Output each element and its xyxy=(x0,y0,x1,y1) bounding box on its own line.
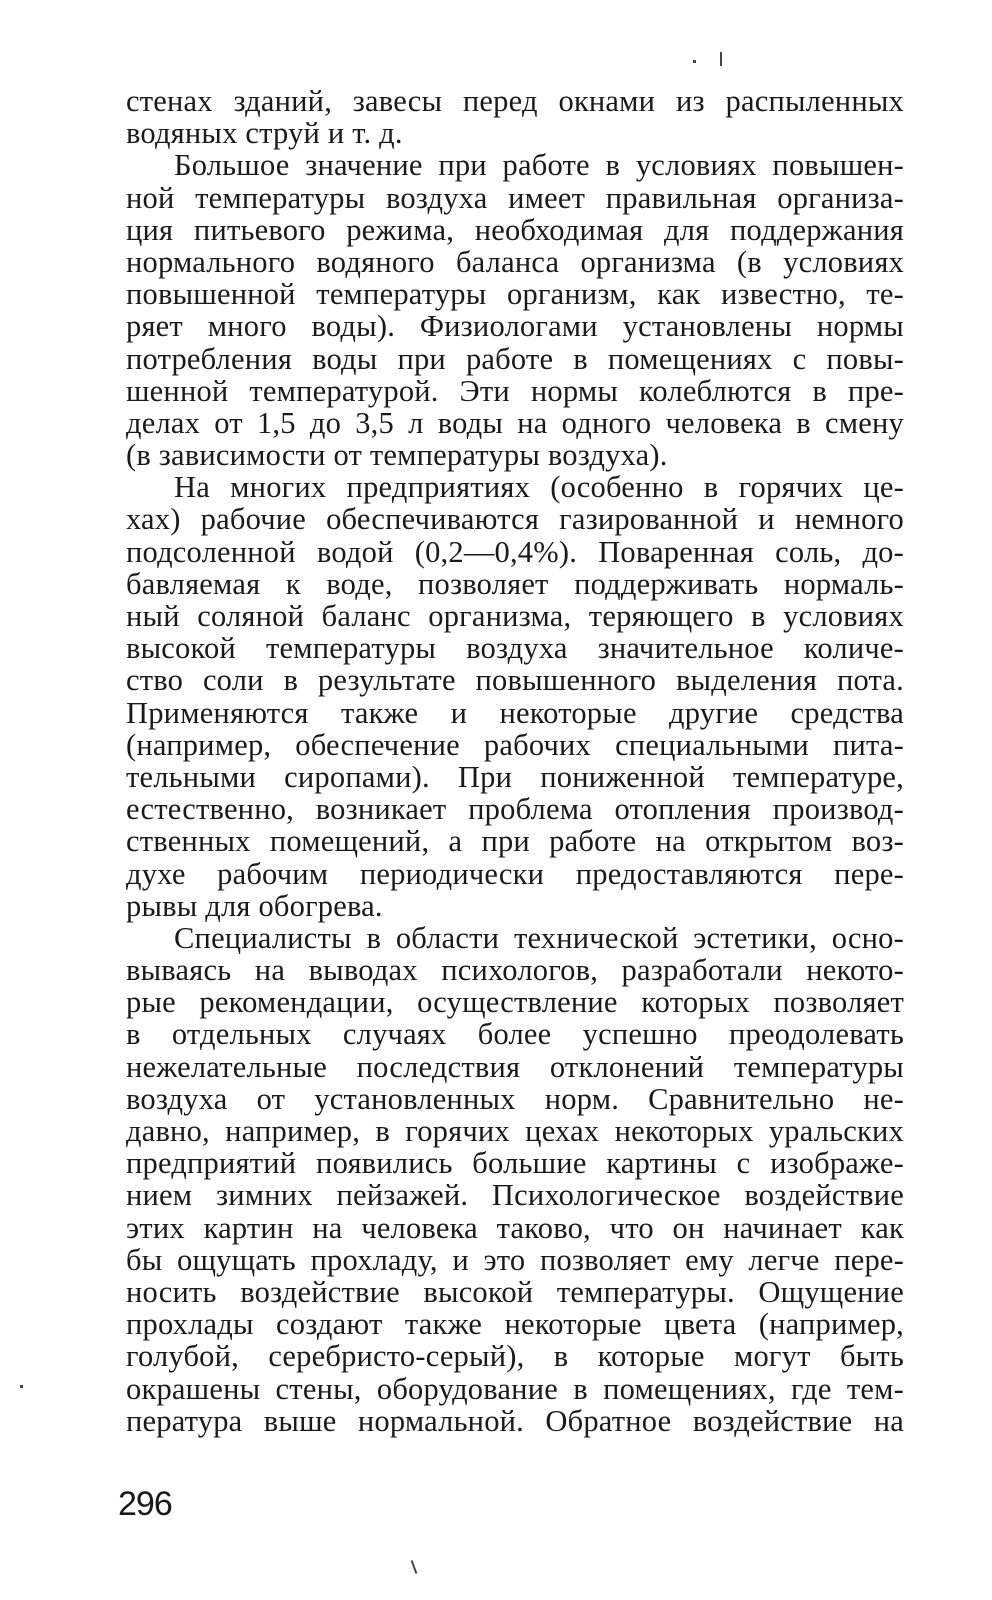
text-line: воздуха от установленных норм. Сравнительно не- xyxy=(126,1081,904,1116)
text-line: ственных помещений, а при работе на открытом воз- xyxy=(126,824,904,859)
text-line: подсоленной водой (0,2—0,4%). Поваренная соль, до- xyxy=(126,534,904,569)
text-line: ной температуры воздуха имеет правильная организа- xyxy=(126,180,904,215)
text-line: предприятий появились большие картины с изображе- xyxy=(126,1146,904,1181)
text-line: прохлады создают также некоторые цвета (например, xyxy=(126,1307,904,1342)
text-line: окрашены стены, оборудование в помещениях, где тем- xyxy=(126,1371,904,1406)
text-line: рывы для обогрева. xyxy=(126,888,383,923)
text-line: естественно, возникает проблема отопления производ- xyxy=(126,792,904,827)
text-line: пература выше нормальной. Обратное воздействие на xyxy=(126,1403,904,1438)
body-text xyxy=(126,85,904,1437)
text-line: голубой, серебристо-серый), в которые могут быть xyxy=(126,1339,904,1374)
text-line: высокой температуры воздуха значительное количе- xyxy=(126,631,904,666)
text-line: этих картин на человека таково, что он начинает как xyxy=(126,1210,904,1245)
text-line: давно, например, в горячих цехах некоторых уральских xyxy=(126,1114,904,1148)
text-line: в отдельных случаях более успешно преодолевать xyxy=(126,1017,904,1052)
text-line: бы ощущать прохладу, и это позволяет ему легче пере- xyxy=(126,1242,904,1277)
page-number: 296 xyxy=(118,1485,172,1523)
text-line: бавляемая к воде, позволяет поддерживать нормаль- xyxy=(126,566,904,601)
scan-artifact xyxy=(720,52,722,66)
text-line: вываясь на выводах психологов, разработали некото- xyxy=(126,953,904,988)
text-line: нежелательные последствия отклонений температуры xyxy=(126,1049,904,1084)
text-line: нием зимних пейзажей. Психологическое воздействие xyxy=(126,1178,904,1213)
text-line: повышенной температуры организм, как известно, те- xyxy=(126,277,904,312)
text-line: шенной температурой. Эти нормы колеблются в пре- xyxy=(126,373,904,408)
text-line: (например, обеспечение рабочих специальными пита- xyxy=(126,727,904,762)
text-line: Применяются также и некоторые другие средства xyxy=(126,695,904,730)
text-line: ный соляной баланс организма, теряющего в условиях xyxy=(126,599,904,633)
text-line: (в зависимости от температуры воздуха). xyxy=(126,438,668,473)
text-line: духе рабочим периодически предоставляются пере- xyxy=(126,856,904,891)
text-line: ство соли в результате повышенного выделения пота. xyxy=(126,663,904,698)
text-line: ряет много воды). Физиологами установлены нормы xyxy=(126,309,904,344)
text-line: водяных струй и т. д. xyxy=(126,116,403,151)
text-line: рые рекомендации, осуществление которых позволяет xyxy=(126,985,904,1020)
scan-artifact xyxy=(693,60,696,63)
text-line: нормального водяного баланса организма (в условиях xyxy=(126,244,904,279)
text-line: хах) рабочие обеспечиваются газированной и немного xyxy=(126,502,904,537)
text-line: стенах зданий, завесы перед окнами из распыленных xyxy=(126,84,904,118)
scan-artifact xyxy=(411,1560,418,1574)
text-line: На многих предприятиях (особенно в горячих це- xyxy=(174,470,904,505)
scan-artifact xyxy=(20,1385,23,1388)
text-line: делах от 1,5 до 3,5 л воды на одного человека в смену xyxy=(126,405,904,440)
text-line: носить воздействие высокой температуры. Ощущение xyxy=(126,1274,904,1309)
text-line: тельными сиропами). При пониженной температуре, xyxy=(126,759,904,794)
text-line: потребления воды при работе в помещениях с повы- xyxy=(126,341,904,376)
text-line: Специалисты в области технической эстетики, осно- xyxy=(174,920,904,955)
text-line: Большое значение при работе в условиях повышен- xyxy=(174,148,904,183)
text-line: ция питьевого режима, необходимая для поддержания xyxy=(126,212,904,247)
